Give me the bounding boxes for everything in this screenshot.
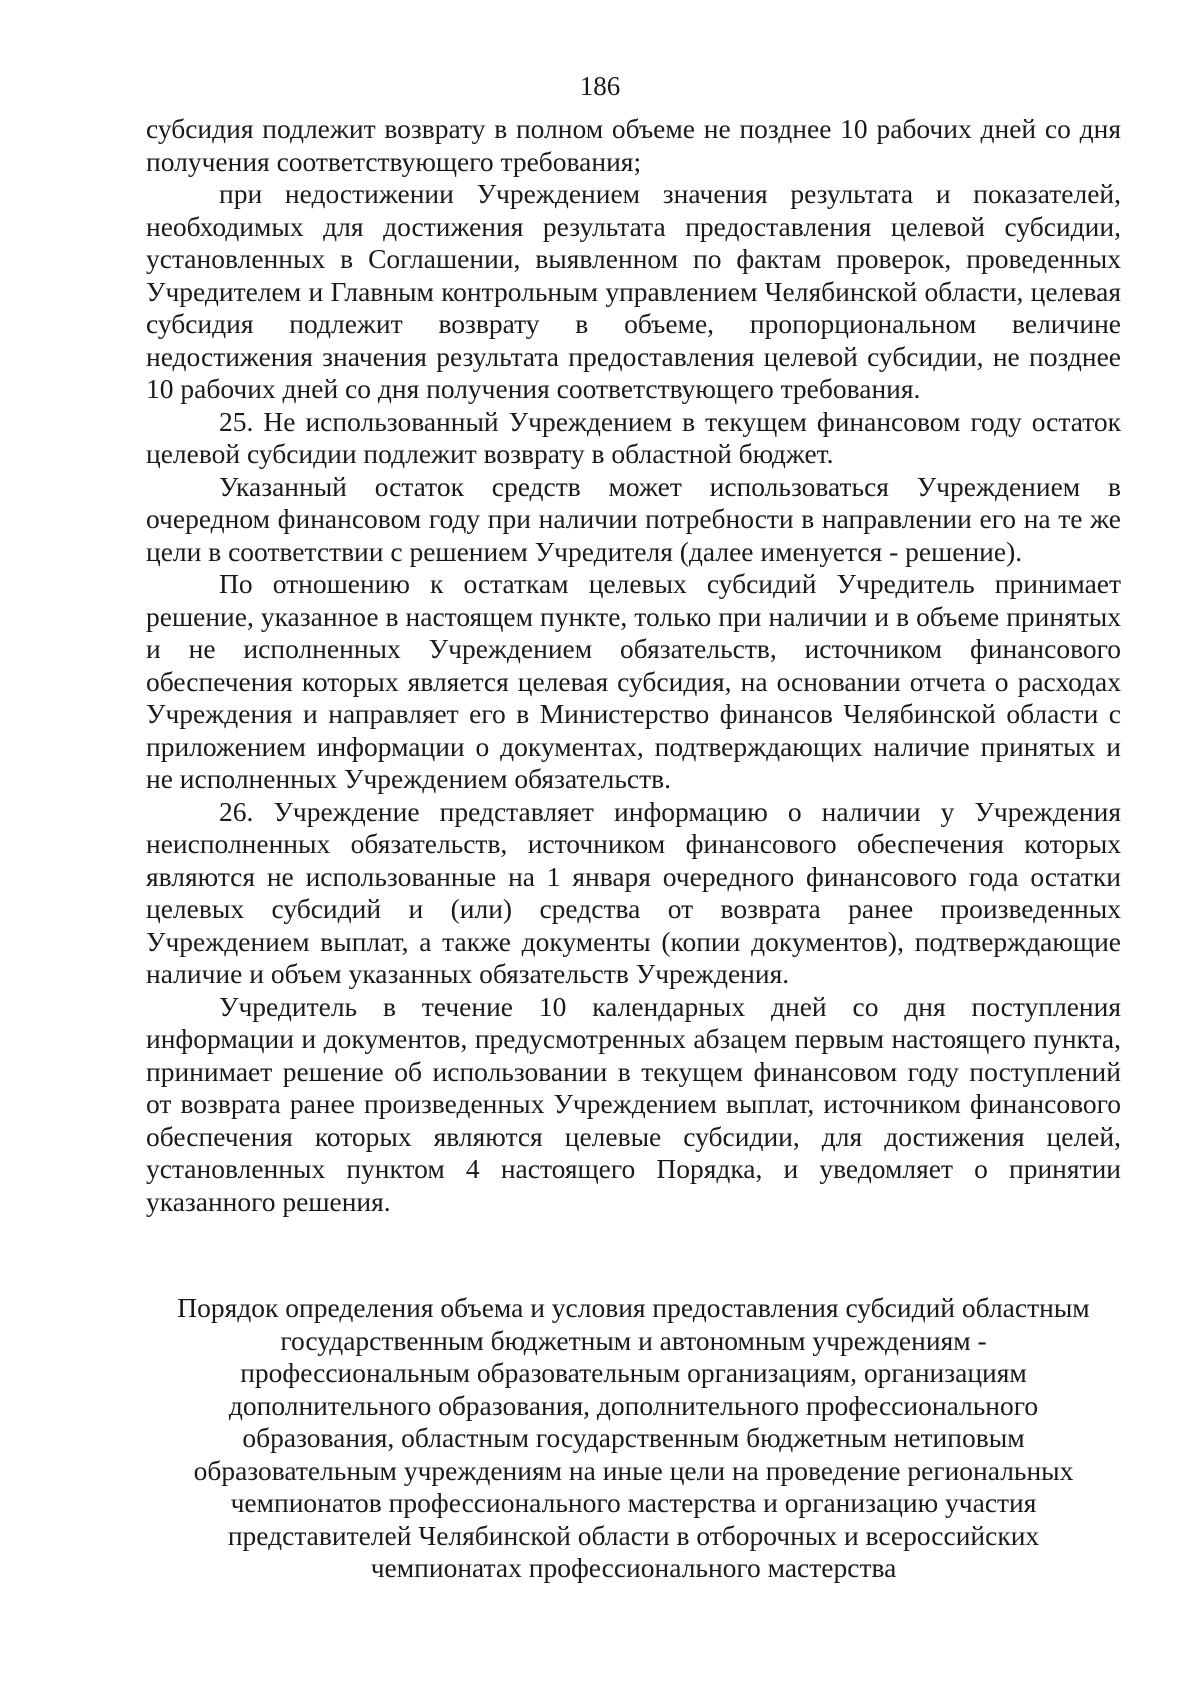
body-text xyxy=(146,113,1121,1218)
heading-line: Порядок определения объема и условия предоставления субсидий областным xyxy=(177,1292,1090,1323)
heading-line: чемпионатов профессионального мастерства и организацию участия xyxy=(230,1487,1037,1518)
paragraph-remainder-use: Указанный остаток средств может использоваться Учреждением в очередном финансовом году при наличии потребности в направлении его на те же цели в соответствии с решением Учредителя (далее именуется - решение). xyxy=(146,470,1121,567)
heading-line: образовательным учреждениям на иные цели на проведение региональных xyxy=(193,1454,1074,1486)
heading-line: профессиональным образовательным организациям, организациям xyxy=(240,1357,1027,1388)
heading-line: образования, областным государственным бюджетным нетиповым xyxy=(242,1422,1025,1453)
section-heading xyxy=(146,1292,1121,1585)
paragraph-remainder-decision: По отношению к остаткам целевых субсидий Учредитель принимает решение, указанное в настоящем пункте, только при наличии и в объеме принятых и не исполненных Учреждением обязательств, источником финансового обеспечения которых является целевая субсидия, на основании отчета о расходах Учреждения и направляет его в Министерство финансов Челябинской области с приложением информации о документах, подтверждающих наличие принятых и не исполненных Учреждением обязательств. xyxy=(146,568,1121,794)
paragraph-continuation: субсидия подлежит возврату в полном объеме не позднее 10 рабочих дней со дня получения соответствующего требования; xyxy=(146,113,1121,177)
heading-line: чемпионатах профессионального мастерства xyxy=(370,1552,897,1583)
paragraph-founder-decision: Учредитель в течение 10 календарных дней со дня поступления информации и документов, предусмотренных абзацем первым настоящего пункта, принимает решение об использовании в текущем финансовом году поступлений от возврата ранее произведенных Учреждением выплат, источником финансового обеспечения которых являются целевые субсидии, для достижения целей, установленных пунктом 4 настоящего Порядка, и уведомляет о принятии указанного решения. xyxy=(146,990,1121,1217)
paragraph-item-25: 25. Не использованный Учреждением в текущем финансовом году остаток целевой субсидии подлежит возврату в областной бюджет. xyxy=(146,405,1121,469)
heading-line: дополнительного образования, дополнительного профессионального xyxy=(228,1389,1039,1421)
page-number: 186 xyxy=(579,71,621,101)
heading-line: представителей Челябинской области в отборочных и всероссийских xyxy=(227,1519,1040,1551)
paragraph-nonachievement: при недостижении Учреждением значения результата и показателей, необходимых для достижения результата предоставления целевой субсидии, установленных в Соглашении, выявленном по фактам проверок, проведенных Учредителем и Главным контрольным управлением Челябинской области, целевая субсидия подлежит возврату в объеме, пропорциональном величине недостижения значения результата предоставления целевой субсидии, не позднее 10 рабочих дней со дня получения соответствующего требования. xyxy=(146,178,1121,404)
paragraph-item-26: 26. Учреждение представляет информацию о наличии у Учреждения неисполненных обязательств, источником финансового обеспечения которых являются не использованные на 1 января очередного финансового года остатки целевых субсидий и (или) средства от возврата ранее произведенных Учреждением выплат, а также документы (копии документов), подтверждающие наличие и объем указанных обязательств Учреждения. xyxy=(146,795,1121,989)
heading-line: государственным бюджетным и автономным учреждениям - xyxy=(280,1324,987,1356)
